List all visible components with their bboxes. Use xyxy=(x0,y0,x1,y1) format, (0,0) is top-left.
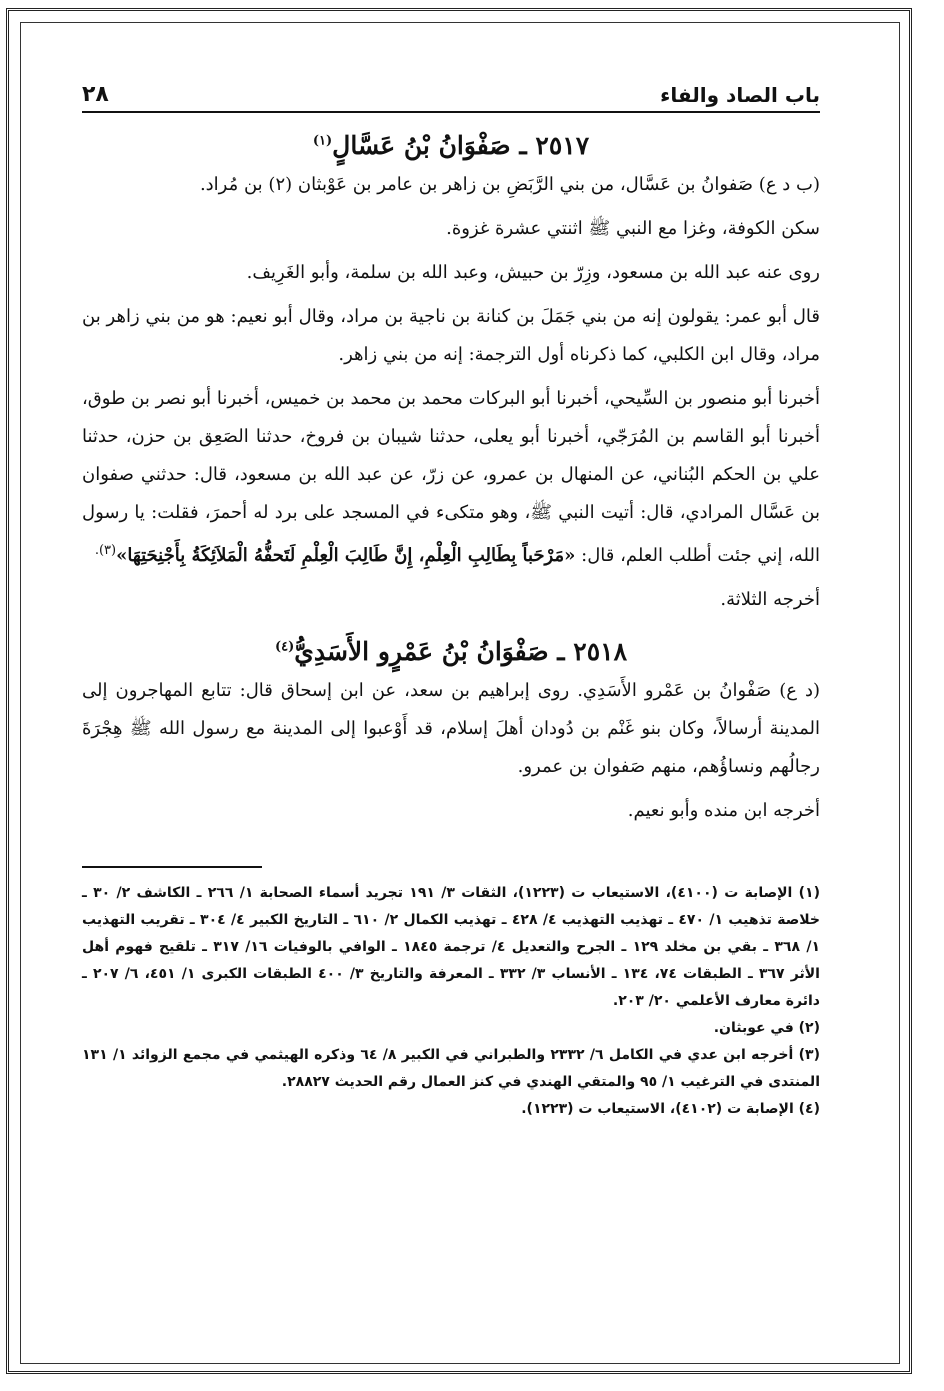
footnote: (١) الإصابة ت (٤١٠٠)، الاستيعاب ت (١٢٢٣)، الثقات ٣/ ١٩١ تجريد أسماء الصحابة ١/ ٢٦٦ ـ الكاشف ٢/ ٣٠ ـ خلاصة تذهيب ١/ ٤٧٠ ـ تهذيب التهذيب ٤/ ٤٢٨ ـ تهذيب الكمال ٢/ ٦١٠ ـ التاريخ الكبير ٤/ ٣٠٤ ـ تقريب التهذيب ١/ ٣٦٨ ـ بقي بن مخلد ١٢٩ ـ الجرح والتعديل ٤/ ترجمة ١٨٤٥ ـ الوافي بالوفيات ١٦/ ٣١٧ ـ تلقيح فهوم أهل الأثر ٣٦٧ ـ الطبقات ٧٤، ١٣٤ ـ الأنساب ٣/ ٣٣٢ ـ المعرفة والتاريخ ٣/ ٤٠٠ الطبقات الكبرى ١/ ٤٥١، ٦/ ٢٠٧ ـ دائرة معارف الأعلمي ٢٠/ ٢٠٣. xyxy=(82,885,820,1009)
footnote: (٢) في عوبثان. xyxy=(713,1020,820,1036)
footnote: (٤) الإصابة ت (٤١٠٢)، الاستيعاب ت (١٢٢٣). xyxy=(521,1101,820,1117)
entry-closing: أخرجه الثلاثة. xyxy=(720,589,820,610)
book-page xyxy=(82,82,820,1123)
entry-title-text: ٢٥١٧ ـ صَفْوَانُ بْنُ عَسَّالٍ xyxy=(332,131,590,160)
isnad-text: أخبرنا أبو منصور بن السِّيحي، أخبرنا أبو البركات محمد بن محمد بن خميس، أخبرنا أبو نصر بن طوق، أخبرنا أبو القاسم بن المُرَجّي، أخبرنا أبو يعلى، حدثنا شيبان بن فروخ، حدثنا الصَعِق بن حزن، حدثنا علي بن الحكم البُناني، عن المنهال بن عمرو، عن زرّ، عن عبد الله بن مسعود، قال: حدثني صفوان بن عَسَّال المرادي، قال: أتيت النبي ﷺ، وهو متكىء في المسجد على برد له أحمرَ، فقلت: يا رسول الله، إني جئت أطلب العلم، قال: xyxy=(82,388,820,566)
entry-title xyxy=(82,131,820,160)
entry-paragraph: قال أبو عمر: يقولون إنه من بني جَمَلَ بن كنانة بن ناجية بن مراد، وقال أبو نعيم: هو من بني زاهر بن مراد، وقال ابن الكلبي، كما ذكرناه أول الترجمة: إنه من بني زاهر. xyxy=(82,306,820,365)
footnotes xyxy=(82,880,820,1123)
footnote-ref: (٤) xyxy=(274,639,295,655)
entry-title-text: ٢٥١٨ ـ صَفْوَانُ بْنُ عَمْرٍو الأَسَدِيُّ xyxy=(294,637,628,666)
footnote-separator xyxy=(82,866,262,868)
entry-paragraph: روى عنه عبد الله بن مسعود، وزِرّ بن حبيش، وعبد الله بن سلمة، وأبو الغَرِيف. xyxy=(246,262,820,283)
footnote-ref: (١) xyxy=(312,133,333,149)
entry-2517 xyxy=(82,131,820,619)
entry-paragraph: (د ع) صَفْوانُ بن عَمْرو الأَسَدِي. روى إبراهيم بن سعد، عن ابن إسحاق قال: تتابع المهاجرون إلى المدينة أرسالاً، وكان بنو غَنْم بن دُودان أهلَ إسلام، قد أَوْعبوا إلى المدينة مع رسول الله ﷺ هِجْرَةَ رجالُهم ونساؤُهم، منهم صَفوان بن عمرو. xyxy=(82,680,820,777)
footnote: (٣) أخرجه ابن عدي في الكامل ٦/ ٢٣٣٢ والطبراني في الكبير ٨/ ٦٤ وذكره الهيثمي في مجمع الزوائد ١/ ١٣١ المنتدى في الترغيب ١/ ٩٥ والمتقي الهندي في كنز العمال رقم الحديث ٢٨٨٢٧. xyxy=(82,1047,820,1090)
entry-paragraph: سكن الكوفة، وغزا مع النبي ﷺ اثنتي عشرة غزوة. xyxy=(446,218,820,239)
entry-paragraph: (ب د ع) صَفوانُ بن عَسَّال، من بني الرَّبَضِ بن زاهر بن عامر بن عَوْبثان (٢) بن مُراد. xyxy=(199,174,820,195)
hadith-quote: «مَرْحَباً بِطَالِبِ الْعِلْمِ، إِنَّ طَالِبَ الْعِلْمِ لَتَحفُّهُ الْمَلاَئِكَةُ بِأَجْنِحَتِهَا» xyxy=(116,545,576,566)
page-number: ٢٨ xyxy=(82,82,109,107)
section-title: باب الصاد والفاء xyxy=(660,83,820,107)
footnote-ref: (٣). xyxy=(94,543,117,558)
entry-2518 xyxy=(82,637,820,830)
entry-title xyxy=(82,637,820,666)
entry-closing: أخرجه ابن منده وأبو نعيم. xyxy=(627,800,820,821)
entry-paragraph xyxy=(82,380,820,575)
running-header xyxy=(82,82,820,113)
